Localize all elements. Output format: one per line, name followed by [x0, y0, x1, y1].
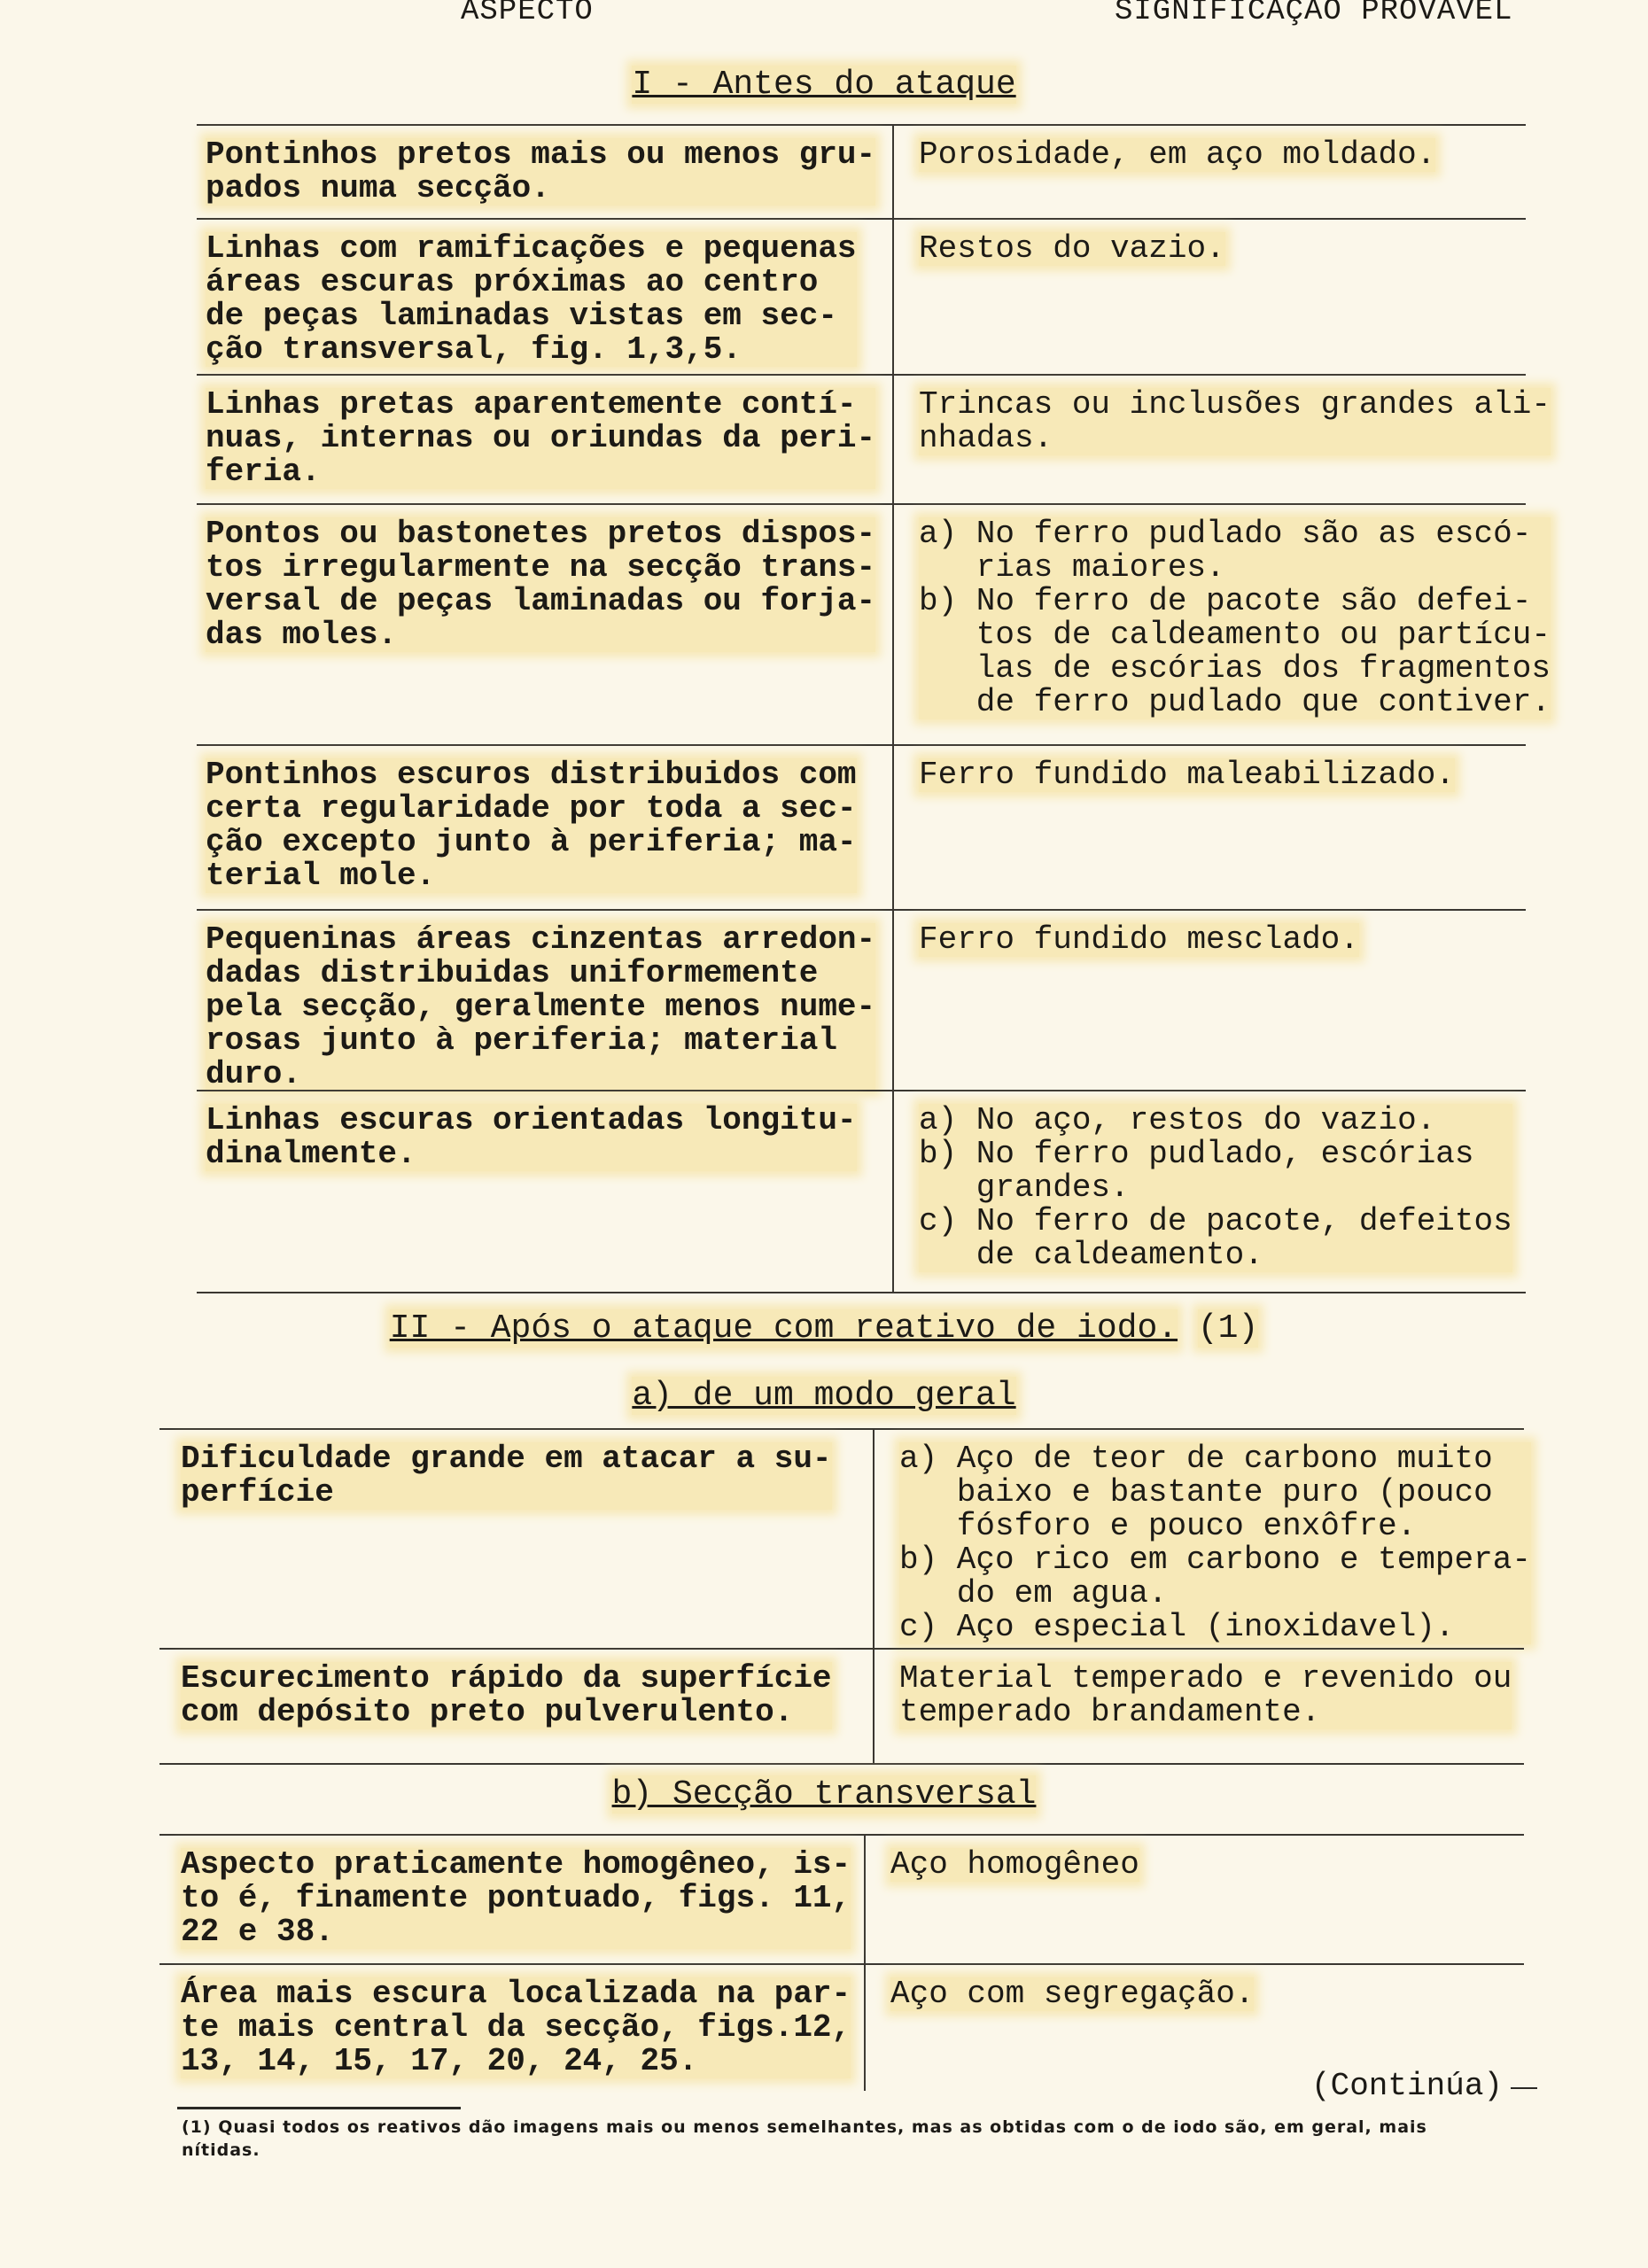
table-row [159, 1963, 1524, 2079]
table-modo-geral [159, 1428, 1531, 1765]
subsection-b-title-text: b) Secção transversal [611, 1775, 1037, 1814]
row-significacao: Restos do vazio. [919, 230, 1225, 267]
row-aspecto: Pontinhos escuros distribuidos com certa regularidade por toda a sec- ção excepto junto à periferia; ma- terial mole. [206, 757, 857, 894]
row-aspecto: Linhas com ramificações e pequenas áreas escuras próximas ao centro de peças laminadas vistas em sec- ção transversal, fig. 1,3,5. [206, 230, 857, 368]
table-row [159, 1648, 1524, 1730]
table-row [197, 744, 1526, 894]
row-significacao: Aço homogêneo [890, 1846, 1139, 1883]
table-row [197, 503, 1551, 720]
table-row [159, 1428, 1531, 1645]
table-row [197, 218, 1526, 368]
column-header-aspecto: ASPECTO [461, 0, 594, 28]
table-row [197, 374, 1551, 490]
row-aspecto: Pequeninas áreas cinzentas arredon- dadas distribuidas uniformemente pela secção, geralmente menos nume- rosas junto à periferia; material duro. [206, 921, 876, 1092]
row-significacao: Ferro fundido maleabilizado. [919, 757, 1455, 793]
row-aspecto: Área mais escura localizada na par- te mais central da secção, figs.12, 13, 14, 15, 17, 20, 24, 25. [181, 1976, 851, 2079]
row-significacao: Porosidade, em aço moldado. [919, 136, 1436, 173]
column-divider [873, 1428, 875, 1765]
table-row [197, 1090, 1526, 1273]
table-seccao-transversal [159, 1834, 1524, 2091]
row-significacao: a) No ferro pudlado são as escó- rias maiores. b) No ferro de pacote são defei- tos de caldeamento ou partícu- las de escórias dos fragmentos de ferro pudlado que contiver. [919, 516, 1551, 720]
table-bottom-rule [159, 1763, 1524, 1765]
row-significacao: Trincas ou inclusões grandes ali- nhadas. [919, 386, 1551, 456]
row-aspecto: Dificuldade grande em atacar a su- perfície [181, 1441, 832, 1511]
row-aspecto: Aspecto praticamente homogêneo, is- to é, finamente pontuado, figs. 11, 22 e 38. [181, 1846, 851, 1950]
row-significacao: Material temperado e revenido ou temperado brandamente. [899, 1660, 1512, 1730]
row-significacao: Ferro fundido mesclado. [919, 921, 1359, 958]
footnote: (1) Quasi todos os reativos dão imagens mais ou menos semelhantes, mas as obtidas com o de iodo são, em geral, mais nítidas. [182, 2117, 1427, 2160]
column-header-significacao: SIGNIFICAÇAO PROVAVEL [1115, 0, 1513, 28]
table-row [159, 1834, 1524, 1950]
row-aspecto: Linhas pretas aparentemente contí- nuas, internas ou oriundas da peri- feria. [206, 386, 876, 490]
row-aspecto: Escurecimento rápido da superfície com depósito preto pulverulento. [181, 1660, 832, 1730]
section-1-title-text: I - Antes do ataque [632, 66, 1016, 104]
table-row [197, 909, 1526, 1092]
column-divider [864, 1834, 866, 2091]
subsection-b-title [0, 1775, 1648, 1814]
section-1-title [0, 66, 1648, 104]
row-significacao: a) No aço, restos do vazio. b) No ferro pudlado, escórias grandes. c) No ferro de pacote, defeitos de caldeamento. [919, 1102, 1512, 1273]
column-divider [892, 124, 894, 1293]
continua-rule [1511, 2087, 1537, 2089]
subsection-a-title [0, 1377, 1648, 1415]
row-aspecto: Pontinhos pretos mais ou menos gru- pados numa secção. [206, 136, 876, 206]
footnote-rule [177, 2107, 461, 2109]
row-significacao: a) Aço de teor de carbono muito baixo e bastante puro (pouco fósforo e pouco enxôfre. b) Aço rico em carbono e tempera- do em agua. c) Aço especial (inoxidavel). [899, 1441, 1531, 1645]
row-aspecto: Pontos ou bastonetes pretos dispos- tos irregularmente na secção trans- versal de peças laminadas ou forja- das moles. [206, 516, 876, 653]
row-significacao: Aço com segregação. [890, 1976, 1255, 2012]
table-row [197, 124, 1526, 206]
section-2-title-text: II - Após o ataque com reativo de iodo. [389, 1309, 1178, 1348]
section-2-footnote-ref: (1) [1197, 1309, 1259, 1348]
table-antes-do-ataque [197, 124, 1551, 1293]
subsection-a-title-text: a) de um modo geral [632, 1377, 1016, 1415]
continua-label: (Continúa) [1311, 2068, 1504, 2104]
section-2-title [0, 1309, 1648, 1348]
table-bottom-rule [197, 1292, 1526, 1293]
row-aspecto: Linhas escuras orientadas longitu- dinalmente. [206, 1102, 857, 1172]
